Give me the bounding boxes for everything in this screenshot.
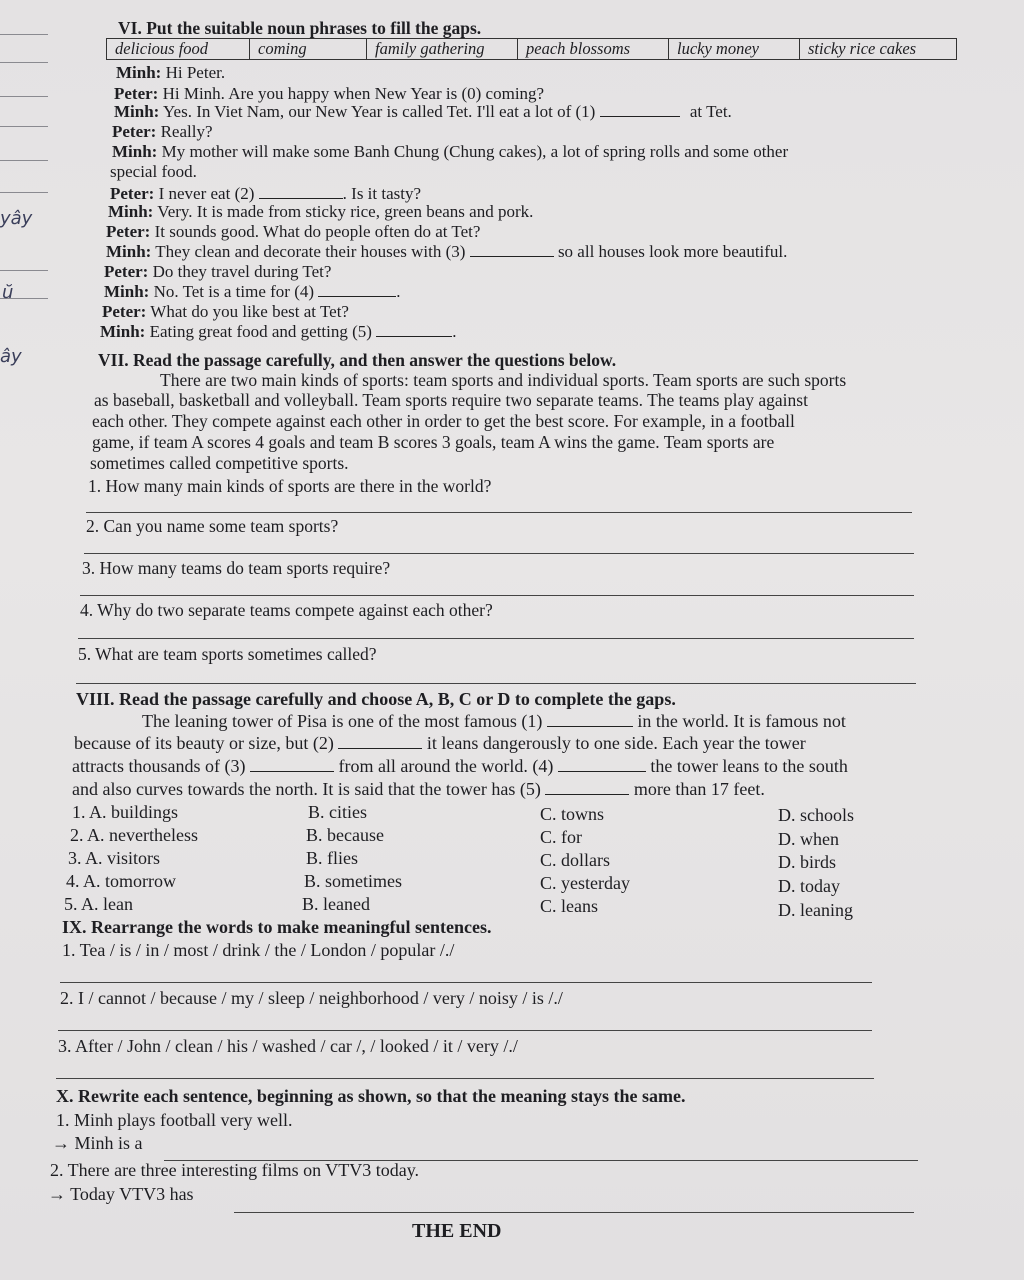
option[interactable]: D. birds: [778, 852, 836, 872]
passage-line: There are two main kinds of sports: team sports and individual sports. Team sports are such sports: [160, 370, 847, 390]
answer-line[interactable]: [78, 638, 914, 639]
section-10-title: X. Rewrite each sentence, beginning as shown, so that the meaning stays the same.: [56, 1086, 686, 1106]
dialogue-line: Peter: It sounds good. What do people often do at Tet?: [106, 222, 481, 241]
option[interactable]: C. for: [540, 827, 582, 847]
option[interactable]: D. when: [778, 829, 839, 849]
option[interactable]: 4. A. tomorrow: [66, 871, 176, 891]
question: 2. Can you name some team sports?: [86, 516, 339, 536]
section-8-title: VIII. Read the passage carefully and choose A, B, C or D to complete the gaps.: [76, 689, 676, 709]
section-9-title: IX. Rearrange the words to make meaningful sentences.: [62, 917, 492, 937]
answer-line[interactable]: [234, 1212, 914, 1213]
option[interactable]: B. flies: [306, 848, 358, 868]
answer-line[interactable]: [84, 553, 914, 554]
gap-4[interactable]: [558, 757, 646, 772]
passage-line: as baseball, basketball and volleyball. Team sports require two separate teams. The teams play against: [94, 390, 808, 410]
blank-3[interactable]: [470, 242, 554, 257]
rewrite-start: → Today VTV3 has: [48, 1184, 194, 1204]
section-7-title: VII. Read the passage carefully, and then answer the questions below.: [98, 350, 617, 370]
blank-5[interactable]: [376, 322, 452, 337]
option[interactable]: B. because: [306, 825, 384, 845]
dialogue-line: Minh: Eating great food and getting (5) .: [100, 322, 457, 341]
question: 5. What are team sports sometimes called?: [78, 644, 377, 664]
passage-line: attracts thousands of (3) from all around the world. (4) the tower leans to the south: [72, 756, 848, 776]
option[interactable]: C. towns: [540, 804, 605, 824]
dialogue-line: Peter: What do you like best at Tet?: [102, 302, 349, 321]
dialogue-line: Peter: I never eat (2) . Is it tasty?: [110, 184, 422, 203]
option[interactable]: 1. A. buildings: [72, 802, 179, 822]
dialogue-line: Peter: Do they travel during Tet?: [104, 262, 332, 281]
option[interactable]: 2. A. nevertheless: [70, 825, 198, 845]
word-box-item: family gathering: [367, 39, 518, 60]
gap-1[interactable]: [547, 712, 633, 727]
option[interactable]: B. sometimes: [304, 871, 402, 891]
dialogue-line: Peter: Hi Minh. Are you happy when New Year is (0) coming?: [114, 84, 545, 103]
answer-line[interactable]: [76, 683, 916, 684]
question: 4. Why do two separate teams compete against each other?: [80, 600, 493, 620]
section-6-title: VI. Put the suitable noun phrases to fill the gaps.: [118, 18, 482, 38]
passage-line: sometimes called competitive sports.: [90, 453, 349, 473]
option[interactable]: D. schools: [778, 805, 854, 825]
answer-line[interactable]: [58, 1030, 872, 1031]
option[interactable]: B. leaned: [302, 894, 370, 914]
gap-3[interactable]: [250, 757, 334, 772]
question: 3. How many teams do team sports require?: [82, 558, 391, 578]
dialogue-line: Minh: Hi Peter.: [116, 63, 226, 82]
passage-line: each other. They compete against each other in order to get the best score. For example, in a football: [92, 411, 795, 431]
option[interactable]: 3. A. visitors: [68, 848, 161, 868]
rewrite-start: → Minh is a: [52, 1133, 143, 1153]
option[interactable]: C. leans: [540, 896, 598, 916]
dialogue-line: Minh: Yes. In Viet Nam, our New Year is called Tet. I'll eat a lot of (1) at Tet.: [114, 102, 732, 121]
answer-line[interactable]: [60, 982, 872, 983]
margin-marks: [0, 0, 50, 1280]
the-end: THE END: [412, 1220, 502, 1242]
passage-line: The leaning tower of Pisa is one of the most famous (1) in the world. It is famous not: [142, 711, 846, 731]
dialogue-line: special food.: [110, 162, 197, 181]
option[interactable]: C. dollars: [540, 850, 610, 870]
margin-note: yây: [0, 208, 33, 229]
rearrange-item: 3. After / John / clean / his / washed / car /, / looked / it / very /./: [58, 1036, 518, 1056]
margin-note: ây: [0, 346, 22, 367]
option[interactable]: B. cities: [308, 802, 367, 822]
option[interactable]: D. leaning: [778, 900, 853, 920]
question: 1. How many main kinds of sports are there in the world?: [88, 476, 492, 496]
blank-4[interactable]: [318, 282, 396, 297]
dialogue-line: Minh: They clean and decorate their houses with (3) so all houses look more beautiful.: [106, 242, 788, 261]
rearrange-item: 2. I / cannot / because / my / sleep / neighborhood / very / noisy / is /./: [60, 988, 563, 1008]
dialogue-line: Peter: Really?: [112, 122, 213, 141]
dialogue-line: Minh: No. Tet is a time for (4) .: [104, 282, 401, 301]
gap-5[interactable]: [545, 780, 629, 795]
word-box-item: lucky money: [669, 39, 800, 60]
rearrange-item: 1. Tea / is / in / most / drink / the / London / popular /./: [62, 940, 455, 960]
rewrite-sentence: 1. Minh plays football very well.: [56, 1110, 293, 1130]
dialogue-line: Minh: Very. It is made from sticky rice, green beans and pork.: [108, 202, 534, 221]
gap-2[interactable]: [338, 734, 422, 749]
answer-line[interactable]: [86, 512, 912, 513]
word-box-item: sticky rice cakes: [800, 39, 957, 60]
blank-2[interactable]: [259, 184, 343, 199]
answer-line[interactable]: [56, 1078, 874, 1079]
passage-line: and also curves towards the north. It is said that the tower has (5) more than 17 feet.: [72, 779, 765, 799]
passage-line: game, if team A scores 4 goals and team B scores 3 goals, team A wins the game. Team sports are: [92, 432, 775, 452]
word-box-item: peach blossoms: [518, 39, 669, 60]
margin-note: ŭ: [2, 282, 14, 303]
dialogue-line: Minh: My mother will make some Banh Chung (Chung cakes), a lot of spring rolls and some other: [112, 142, 789, 161]
option[interactable]: D. today: [778, 876, 840, 896]
rewrite-sentence: 2. There are three interesting films on VTV3 today.: [50, 1160, 420, 1180]
option[interactable]: C. yesterday: [540, 873, 630, 893]
blank-1[interactable]: [600, 102, 680, 117]
word-box: [106, 38, 957, 60]
option[interactable]: 5. A. lean: [64, 894, 133, 914]
word-box-item: delicious food: [107, 39, 250, 60]
word-box-item: coming: [250, 39, 367, 60]
answer-line[interactable]: [80, 595, 914, 596]
passage-line: because of its beauty or size, but (2) it leans dangerously to one side. Each year the tower: [74, 733, 806, 753]
